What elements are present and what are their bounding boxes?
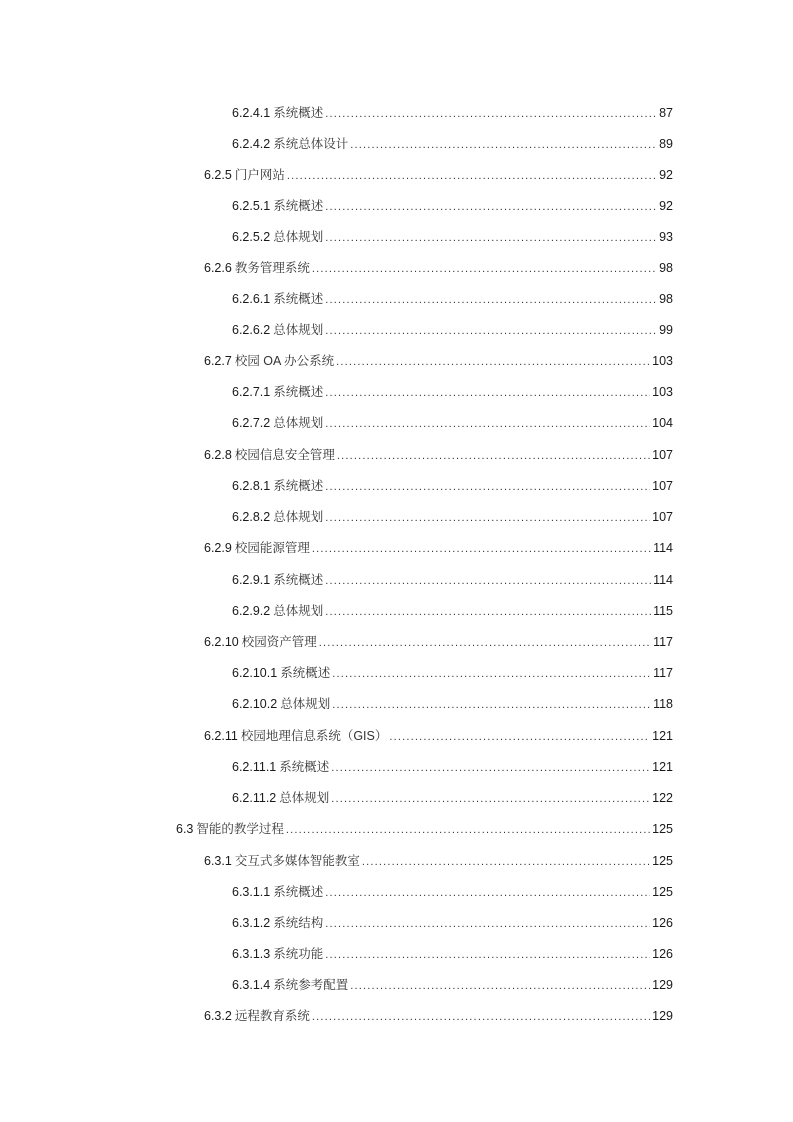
- toc-entry-page-number: 103: [652, 354, 673, 368]
- toc-entry-title: 总体规划: [279, 791, 330, 805]
- toc-entry[interactable]: [204, 447, 673, 463]
- toc-entry[interactable]: [232, 198, 673, 214]
- toc-entry[interactable]: [232, 509, 673, 525]
- toc-entry-page-number: 107: [652, 479, 673, 493]
- toc-entry-page-number: 89: [659, 137, 673, 151]
- toc-leader-dots: [332, 666, 651, 682]
- toc-entry[interactable]: [232, 415, 673, 431]
- toc-entry[interactable]: [232, 915, 673, 931]
- toc-entry-page-number: 117: [653, 666, 673, 680]
- toc-entry-title: 系统概述: [279, 760, 330, 774]
- toc-entry-title: 教务管理系统: [234, 261, 310, 275]
- toc-entry-page-number: 107: [652, 510, 673, 524]
- toc-entry-number: 6.3.1.4: [232, 978, 271, 992]
- toc-entry[interactable]: [232, 291, 673, 307]
- toc-entry-page-number: 126: [652, 916, 673, 930]
- toc-entry-page-number: 125: [652, 885, 673, 899]
- toc-leader-dots: [325, 230, 657, 246]
- toc-entry-page-number: 98: [659, 292, 673, 306]
- toc-entry[interactable]: [232, 478, 673, 494]
- toc-entry-title: 系统概述: [273, 106, 324, 120]
- toc-entry-page-number: 115: [653, 604, 673, 618]
- toc-entry-title: 校园能源管理: [234, 541, 310, 555]
- toc-entry-number: 6.2.11.1: [232, 760, 277, 774]
- toc-entry[interactable]: [232, 759, 673, 775]
- toc-entry-title: 系统功能: [273, 947, 324, 961]
- toc-entry[interactable]: [232, 572, 673, 588]
- toc-entry-page-number: 126: [652, 947, 673, 961]
- toc-entry[interactable]: [176, 821, 673, 837]
- toc-entry-page-number: 87: [659, 106, 673, 120]
- toc-leader-dots: [350, 978, 650, 994]
- toc-entry-title: 交互式多媒体智能教室: [234, 854, 360, 868]
- toc-leader-dots: [389, 729, 650, 745]
- toc-entry[interactable]: [232, 229, 673, 245]
- toc-entry[interactable]: [204, 167, 673, 183]
- toc-entry[interactable]: [232, 790, 673, 806]
- toc-entry-title: 总体规划: [273, 510, 324, 524]
- toc-leader-dots: [325, 510, 650, 526]
- toc-entry-title: 系统概述: [273, 573, 324, 587]
- toc-entry-title: 门户网站: [234, 168, 285, 182]
- toc-entry-page-number: 129: [652, 978, 673, 992]
- toc-entry-number: 6.3.1.3: [232, 947, 271, 961]
- toc-entry-page-number: 114: [653, 541, 673, 555]
- toc-entry-page-number: 121: [652, 760, 673, 774]
- toc-entry-number: 6.2.6.2: [232, 323, 271, 337]
- toc-entry[interactable]: [232, 105, 673, 121]
- toc-leader-dots: [312, 261, 657, 277]
- toc-entry-title: 校园资产管理: [241, 635, 317, 649]
- toc-entry-number: 6.3.2: [204, 1009, 232, 1023]
- toc-entry[interactable]: [204, 353, 673, 369]
- toc-entry[interactable]: [232, 136, 673, 152]
- toc-entry-title: 总体规划: [273, 230, 324, 244]
- toc-entry-number: 6.2.8.1: [232, 479, 271, 493]
- toc-entry-number: 6.2.11: [204, 729, 238, 743]
- toc-entry-number: 6.3.1.2: [232, 916, 271, 930]
- toc-entry[interactable]: [204, 1008, 673, 1024]
- toc-entry-page-number: 104: [652, 416, 673, 430]
- toc-entry[interactable]: [204, 260, 673, 276]
- toc-entry[interactable]: [232, 946, 673, 962]
- toc-leader-dots: [350, 137, 657, 153]
- toc-entry-number: 6.2.9.1: [232, 573, 271, 587]
- toc-entry-title: 远程教育系统: [234, 1009, 310, 1023]
- toc-entry-number: 6.2.4.1: [232, 106, 271, 120]
- toc-entry[interactable]: [232, 884, 673, 900]
- toc-entry-page-number: 129: [652, 1009, 673, 1023]
- toc-entry-title: 总体规划: [273, 416, 324, 430]
- toc-leader-dots: [287, 168, 657, 184]
- toc-entry-page-number: 99: [659, 323, 673, 337]
- toc-entry-number: 6.2.4.2: [232, 137, 271, 151]
- toc-entry-page-number: 117: [653, 635, 673, 649]
- toc-entry-title: 系统概述: [280, 666, 331, 680]
- toc-leader-dots: [325, 479, 650, 495]
- toc-entry-title: 校园信息安全管理: [234, 448, 335, 462]
- toc-entry-title: 系统概述: [273, 385, 324, 399]
- toc-entry-title: 系统参考配置: [273, 978, 349, 992]
- toc-entry[interactable]: [204, 728, 673, 744]
- toc-entry-page-number: 118: [653, 697, 673, 711]
- toc-entry[interactable]: [204, 853, 673, 869]
- toc-leader-dots: [319, 635, 651, 651]
- toc-entry-page-number: 114: [653, 573, 673, 587]
- toc-entry-title: 总体规划: [273, 604, 324, 618]
- toc-entry-number: 6.2.10: [204, 635, 239, 649]
- toc-entry-page-number: 103: [652, 385, 673, 399]
- toc-leader-dots: [362, 854, 650, 870]
- toc-entry-page-number: 92: [659, 168, 673, 182]
- toc-entry-number: 6.2.9: [204, 541, 232, 555]
- toc-entry[interactable]: [232, 977, 673, 993]
- toc-entry-number: 6.2.7.1: [232, 385, 271, 399]
- toc-entry[interactable]: [204, 634, 673, 650]
- toc-entry-number: 6.2.5: [204, 168, 232, 182]
- toc-entry-title: 总体规划: [280, 697, 331, 711]
- toc-leader-dots: [325, 573, 651, 589]
- toc-entry-page-number: 107: [652, 448, 673, 462]
- toc-entry[interactable]: [232, 603, 673, 619]
- toc-leader-dots: [331, 791, 650, 807]
- toc-leader-dots: [312, 1009, 650, 1025]
- toc-entry-title: 系统结构: [273, 916, 324, 930]
- toc-entry-title: 系统总体设计: [273, 137, 349, 151]
- toc-entry-number: 6.2.10.1: [232, 666, 278, 680]
- toc-leader-dots: [325, 323, 657, 339]
- toc-entry-page-number: 122: [652, 791, 673, 805]
- toc-leader-dots: [325, 916, 650, 932]
- toc-entry-page-number: 121: [652, 729, 673, 743]
- toc-entry-page-number: 125: [652, 854, 673, 868]
- toc-entry-page-number: 98: [659, 261, 673, 275]
- toc-entry[interactable]: [232, 322, 673, 338]
- toc-entry-number: 6.2.11.2: [232, 791, 277, 805]
- toc-entry-title: 校园 OA 办公系统: [234, 354, 335, 368]
- toc-entry-number: 6.2.6.1: [232, 292, 271, 306]
- toc-leader-dots: [325, 385, 650, 401]
- toc-entry-number: 6.2.7.2: [232, 416, 271, 430]
- toc-entry[interactable]: [232, 384, 673, 400]
- toc-entry-number: 6.2.8: [204, 448, 232, 462]
- toc-entry-number: 6.3.1.1: [232, 885, 271, 899]
- toc-leader-dots: [312, 541, 651, 557]
- toc-leader-dots: [325, 885, 650, 901]
- toc-entry-number: 6.2.9.2: [232, 604, 271, 618]
- toc-leader-dots: [325, 947, 650, 963]
- toc-entry-number: 6.2.7: [204, 354, 232, 368]
- toc-leader-dots: [331, 760, 650, 776]
- toc-entry-page-number: 93: [659, 230, 673, 244]
- toc-entry-number: 6.2.8.2: [232, 510, 271, 524]
- toc-entry-number: 6.3: [176, 822, 194, 836]
- toc-entry-title: 系统概述: [273, 199, 324, 213]
- toc-leader-dots: [332, 697, 651, 713]
- toc-entry-number: 6.2.6: [204, 261, 232, 275]
- toc-entry[interactable]: [232, 665, 673, 681]
- toc-entry-title: 系统概述: [273, 885, 324, 899]
- toc-entry-number: 6.2.5.1: [232, 199, 271, 213]
- toc-leader-dots: [336, 354, 650, 370]
- toc-leader-dots: [325, 199, 657, 215]
- toc-leader-dots: [325, 416, 650, 432]
- toc-entry-number: 6.2.5.2: [232, 230, 271, 244]
- toc-entry-title: 系统概述: [273, 292, 324, 306]
- toc-entry-number: 6.2.10.2: [232, 697, 278, 711]
- toc-leader-dots: [286, 822, 650, 838]
- toc-entry[interactable]: [204, 540, 673, 556]
- toc-entry-title: 总体规划: [273, 323, 324, 337]
- toc-entry-page-number: 125: [652, 822, 673, 836]
- toc-entry-title: 校园地理信息系统（GIS）: [240, 729, 388, 743]
- toc-leader-dots: [325, 106, 657, 122]
- toc-entry-title: 智能的教学过程: [196, 822, 284, 836]
- toc-entry-title: 系统概述: [273, 479, 324, 493]
- toc-leader-dots: [325, 604, 651, 620]
- toc-entry[interactable]: [232, 696, 673, 712]
- toc-entry-page-number: 92: [659, 199, 673, 213]
- toc-leader-dots: [337, 448, 650, 464]
- toc-entry-number: 6.3.1: [204, 854, 232, 868]
- toc-leader-dots: [325, 292, 657, 308]
